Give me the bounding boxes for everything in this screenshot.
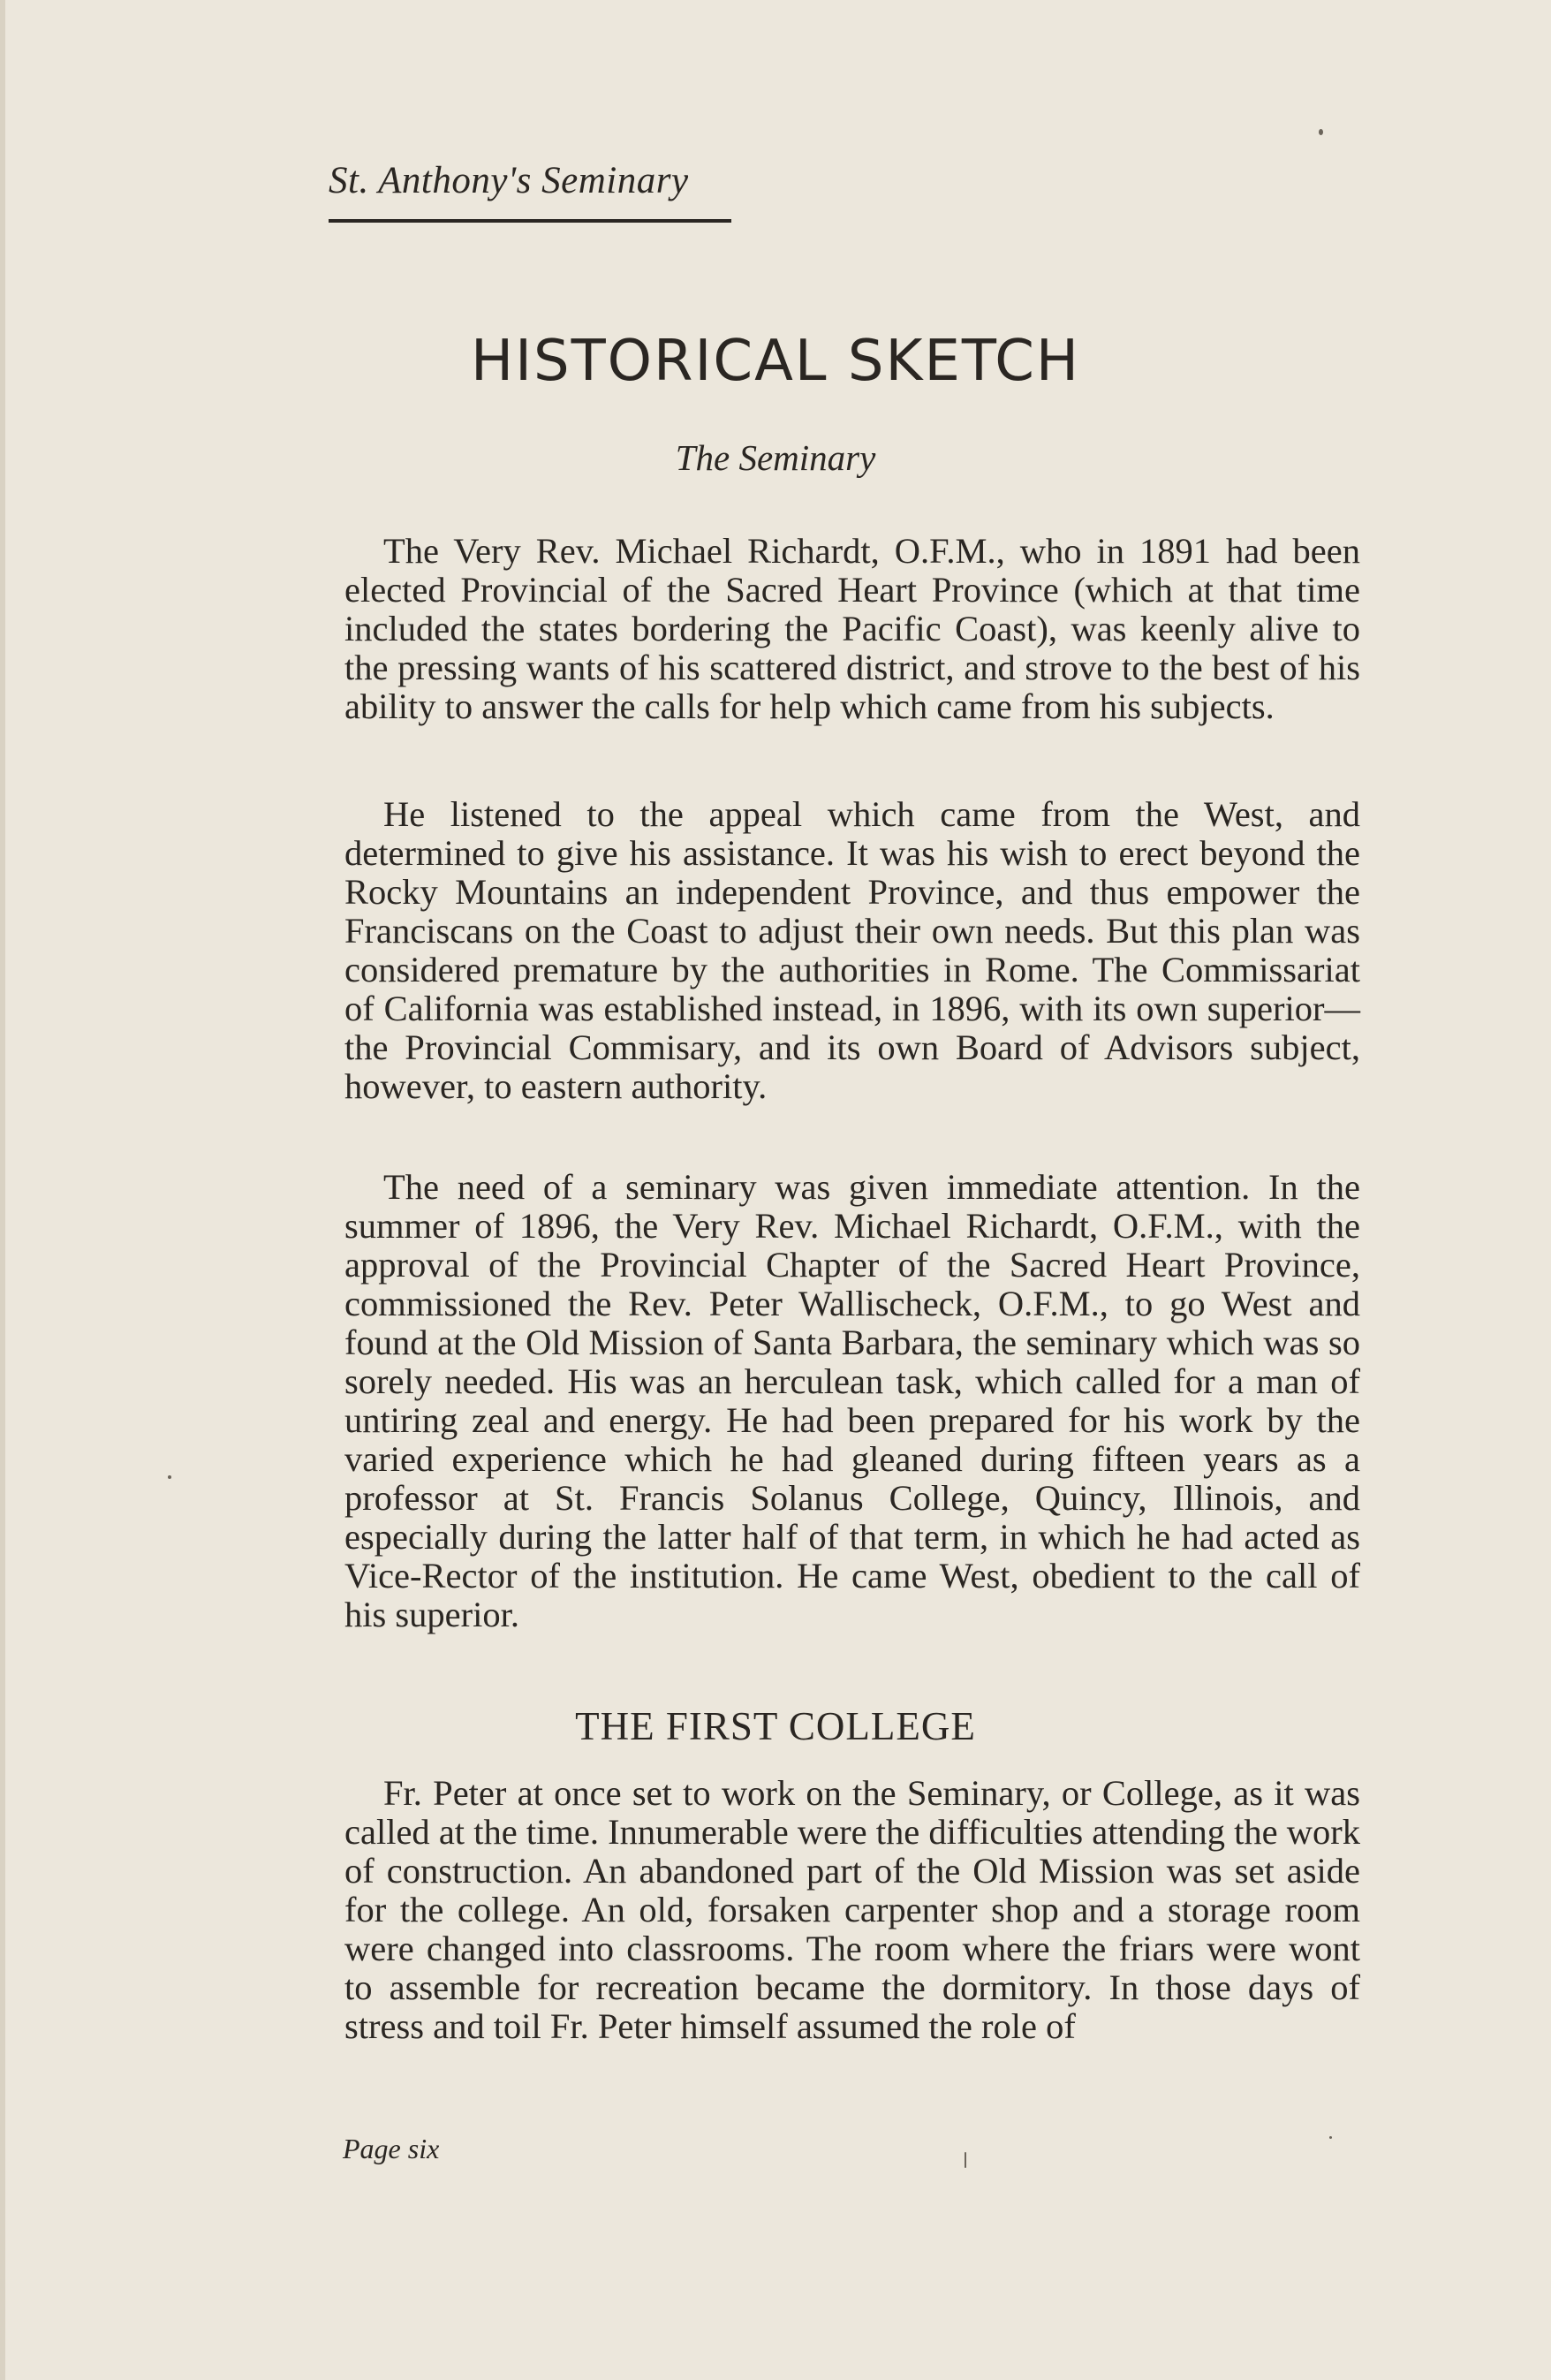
page-subtitle: The Seminary <box>675 437 876 478</box>
section-heading: THE FIRST COLLEGE <box>575 1704 976 1748</box>
paper-speck <box>1329 2136 1332 2139</box>
body-paragraph-2: He listened to the appeal which came from the West, and determined to give his assistance. It was his wish to erect beyond the Rocky Mountains an independent Province, and thus empower the Franciscans on the Coast to adjust their own needs. But this plan was considered premature by the authorities in Rome. The Commissariat of California was established instead, in 1896, with its own superior—the Provincial Commisary, and its own Board of Advisors subject, however, to eastern authority. <box>344 794 1360 1106</box>
page-folio: Page six <box>343 2133 440 2164</box>
body-paragraph-1: The Very Rev. Michael Richardt, O.F.M., who in 1891 had been elected Provincial of the Sacred Heart Province (which at that time included the states bordering the Pacific Coast), was keenly alive to the pressing wants of his scattered district, and strove to the best of his ability to answer the calls for help which came from his subjects. <box>344 531 1360 726</box>
running-head-rule <box>329 219 731 223</box>
paper-speck <box>1319 129 1323 135</box>
body-paragraph-3: The need of a seminary was given immediate attention. In the summer of 1896, the Very Rev. Michael Richardt, O.F.M., with the approval of the Provincial Chapter of the Sacred Heart Province, commissioned the Rev. Peter Wallischeck, O.F.M., to go West and found at the Old Mission of Santa Barbara, the seminary which was so sorely needed. His was an herculean task, which called for a man of untiring zeal and energy. He had been prepared for his work by the varied experience which he had gleaned during fifteen years as a professor at St. Francis Solanus College, Quincy, Illinois, and especially during the latter half of that term, in which he had acted as Vice-Rector of the institution. He came West, obedient to the call of his superior. <box>344 1167 1360 1634</box>
body-paragraph-4: Fr. Peter at once set to work on the Seminary, or College, as it was called at the time. Innumerable were the difficulties attending the work of construction. An abandoned part of the Old Mission was set aside for the college. An old, forsaken carpenter shop and a storage room were changed into classrooms. The room where the friars were wont to assemble for recreation became the dormitory. In those days of stress and toil Fr. Peter himself assumed the role of <box>344 1773 1360 2046</box>
page-title: HISTORICAL SKETCH <box>470 329 1081 394</box>
paper-speck <box>965 2152 966 2168</box>
paper-speck <box>168 1475 171 1479</box>
running-head: St. Anthony's Seminary <box>329 160 689 201</box>
